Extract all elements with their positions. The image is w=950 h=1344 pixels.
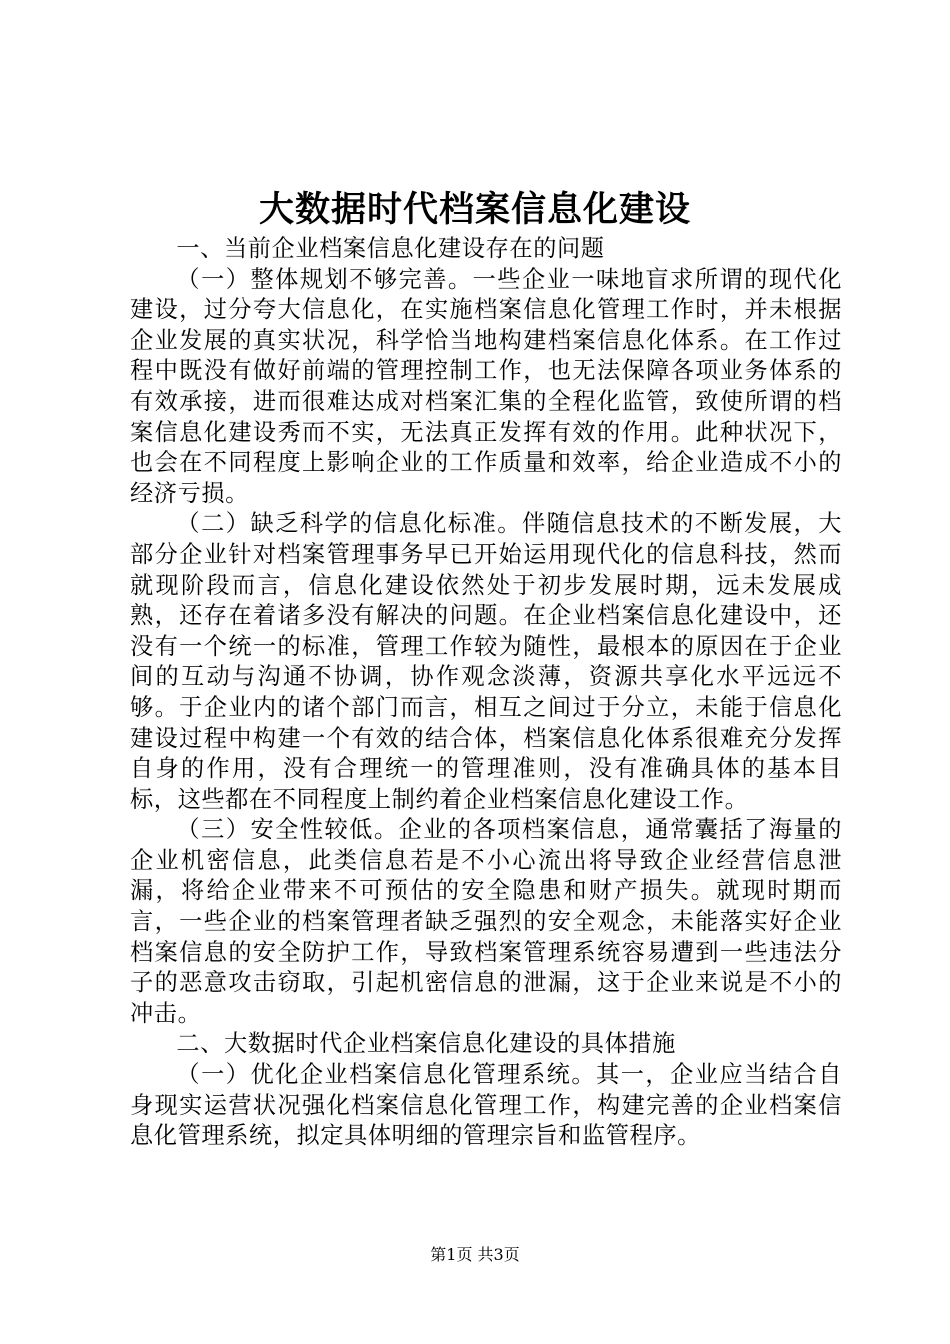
paragraph-4: （一）优化企业档案信息化管理系统。其一，企业应当结合自身现实运营状况强化档案信息化管理工作，构建完善的企业档案信息化管理系统，拟定具体明细的管理宗旨和监管程序。 — [130, 1061, 842, 1150]
document-title: 大数据时代档案信息化建设 — [258, 190, 691, 230]
paragraph-1: （一）整体规划不够完善。一些企业一味地盲求所谓的现代化建设，过分夸大信息化，在实施档案信息化管理工作时，并未根据企业发展的真实状况，科学恰当地构建档案信息化体系。在工作过程中既没有做好前端的管理控制工作，也无法保障各项业务体系的有效承接，进而很难达成对档案汇集的全程化监管，致使所谓的档案信息化建设秀而不实，无法真正发挥有效的作用。此种状况下，也会在不同程度上影响企业的工作质量和效率，给企业造成不小的经济亏损。 — [130, 265, 842, 507]
section-heading-2: 二、大数据时代企业档案信息化建设的具体措施 — [176, 1030, 676, 1058]
document-body — [130, 234, 842, 1152]
page-footer: 第1页 共3页 — [430, 1245, 520, 1264]
section-heading-1: 一、当前企业档案信息化建设存在的问题 — [176, 235, 605, 262]
paragraph-3: （三）安全性较低。企业的各项档案信息，通常囊括了海量的企业机密信息，此类信息若是不小心流出将导致企业经营信息泄漏，将给企业带来不可预估的安全隐患和财产损失。就现时期而言，一些企业的档案管理者缺乏强烈的安全观念，未能落实好企业档案信息的安全防护工作，导致档案管理系统容易遭到一些违法分子的恶意攻击窃取，引起机密信息的泄漏，这于企业来说是不小的冲击。 — [130, 816, 842, 1027]
paragraph-2: （二）缺乏科学的信息化标准。伴随信息技术的不断发展，大部分企业针对档案管理事务早已开始运用现代化的信息科技，然而就现阶段而言，信息化建设依然处于初步发展时期，远未发展成熟，还存在着诸多没有解决的问题。在企业档案信息化建设中，还没有一个统一的标准，管理工作较为随性，最根本的原因在于企业间的互动与沟通不协调，协作观念淡薄，资源共享化水平远远不够。于企业内的诸个部门而言，相互之间过于分立，未能于信息化建设过程中构建一个有效的结合体，档案信息化体系很难充分发挥自身的作用，没有合理统一的管理准则，没有准确具体的基本目标，这些都在不同程度上制约着企业档案信息化建设工作。 — [130, 510, 842, 813]
